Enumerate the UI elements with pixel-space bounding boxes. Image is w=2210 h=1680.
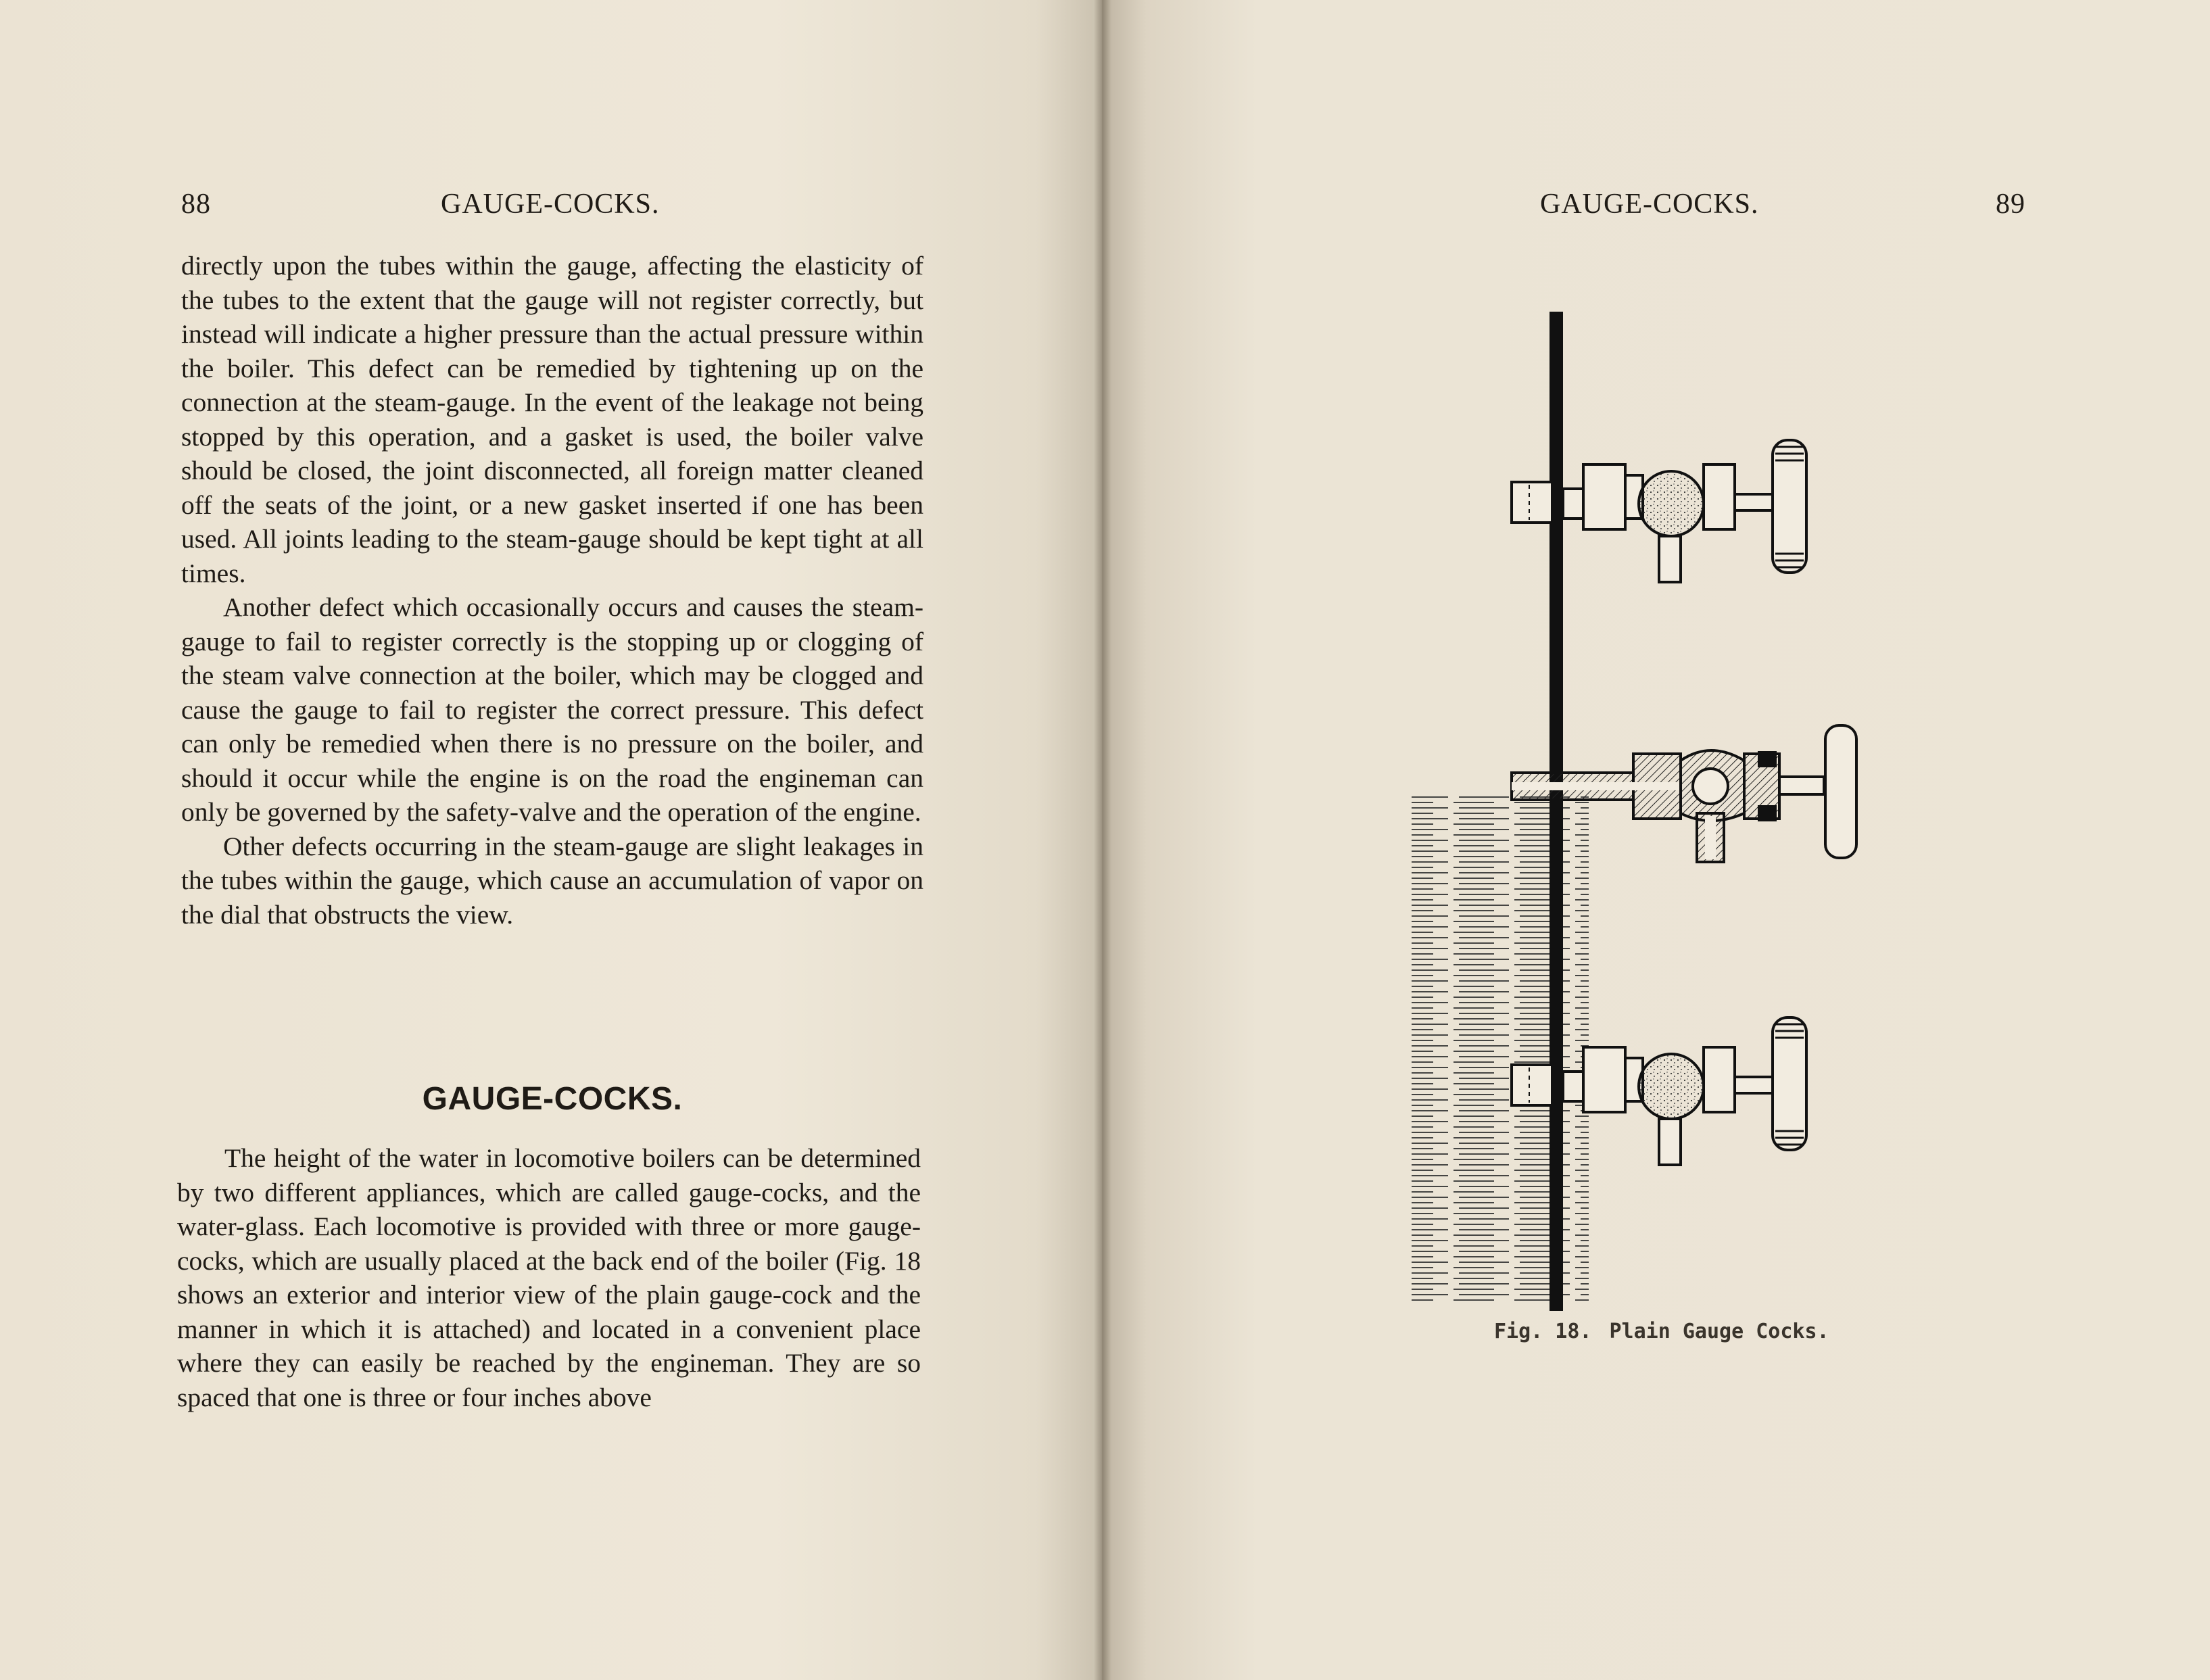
body-text-left (181, 249, 923, 932)
running-head-right: GAUGE-COCKS. (1540, 189, 1759, 220)
paragraph: Another defect which occasionally occurs and causes the steam-gauge to fail to register correctly is the stopping up or clogging of the steam valve connection at the boiler, which may be clogged and cause the gauge to fail to register the correct pressure. This defect can only be remedied when there is no pressure on the boiler, and should it occur while the engine is on the road the engineman can only be governed by the safety-valve and the operation of the engine. (181, 592, 923, 827)
paragraph: The height of the water in locomotive boilers can be determined by two different appliances, which are called gauge-cocks, and the water-glass. Each locomotive is provided with three or more gauge-cocks, which are usually placed at the back end of the boiler (Fig. 18 shows an exterior and interior view of the plain gauge-cock and the manner in which it is attached) and located in a convenient place where they can easily be reached by the engineman. They are so spaced that one is three or four inches above (177, 1143, 921, 1412)
boiler-plate (1550, 312, 1563, 1311)
figure-caption (1494, 1320, 1829, 1343)
section-heading: GAUGE-COCKS. (422, 1081, 683, 1117)
page-number-left: 88 (181, 189, 211, 220)
running-head-left: GAUGE-COCKS. (441, 189, 660, 220)
body-text-section (177, 1141, 921, 1414)
book-gutter (1094, 0, 1111, 1680)
paragraph: directly upon the tubes within the gauge, affecting the elasticity of the tubes to the extent that the gauge will not register correctly, but instead will indicate a higher pressure than the actual pressure within the boiler. This defect can be remedied by tightening up on the connection at the steam-gauge. In the event of the leakage not being stopped by this operation, and a gasket is used, the boiler valve should be closed, the joint disconnected, all foreign matter cleaned off the seats of the joint, or a new gasket inserted if one has been used. All joints leading to the steam-gauge should be kept tight at all times. (181, 251, 923, 588)
left-page (0, 0, 1102, 1680)
figure-caption-number: Fig. 18. (1494, 1320, 1592, 1343)
figure-caption-text: Plain Gauge Cocks. (1609, 1320, 1829, 1343)
paragraph: Other defects occurring in the steam-gauge are slight leakages in the tubes within the gauge, which cause an accumulation of vapor on the dial that obstructs the view. (181, 831, 923, 930)
page-number-right: 89 (1996, 189, 2025, 220)
gauge-cocks-illustration (1393, 308, 1893, 1315)
